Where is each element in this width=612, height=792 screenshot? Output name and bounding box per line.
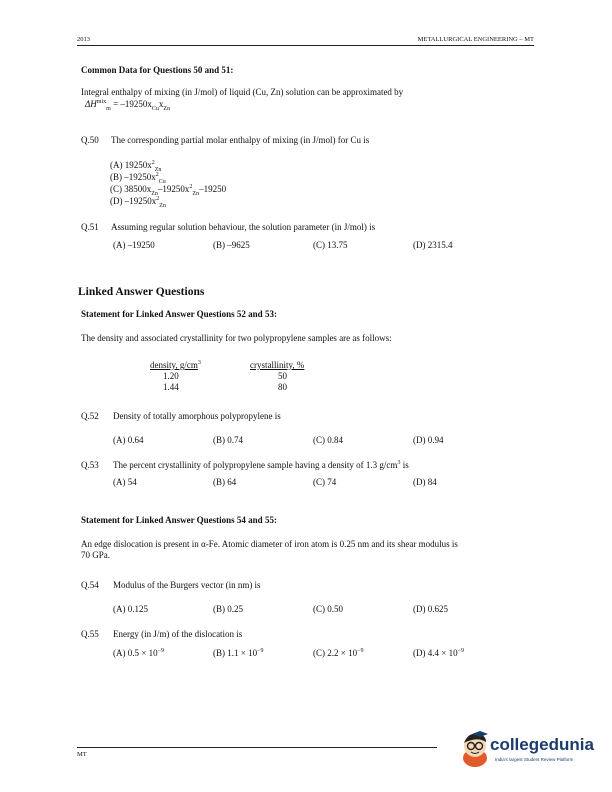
header-rule [77,45,534,46]
question-number: Q.54 [81,580,99,590]
option-b[interactable]: (B) $1.1 \times 10^{-9}$ [213,648,264,658]
option-c[interactable]: (C) $2.2 \times 10^{-9}$ [313,648,364,658]
table-cell: 80 [278,382,287,392]
option-a[interactable]: (A) $0.5 \times 10^{-9}$ [113,648,164,658]
table-cell: 1.44 [163,382,179,392]
table-header-density: density, $g/cm^3$ [150,360,201,370]
common-data-title: Common Data for Questions 50 and 51: [81,65,234,75]
statement-text-line1: An edge dislocation is present in α-Fe. Atomic diameter of iron atom is 0.25 nm and its shear modulus is [81,539,458,549]
option-b[interactable]: (B) $-19250x^2_{Cu}$ [110,172,166,185]
statement-title: Statement for Linked Answer Questions 54 and 55: [81,515,277,525]
option-d[interactable]: (D) 0.94 [413,435,444,445]
option-c[interactable]: (C) 13.75 [313,240,348,250]
option-b[interactable]: (B) 0.25 [213,604,243,614]
question-number: Q.55 [81,629,99,639]
option-a[interactable]: (A) 0.64 [113,435,144,445]
mascot-icon [458,728,492,768]
option-c[interactable]: (C) 0.50 [313,604,343,614]
question-text: Density of totally amorphous polypropylene is [113,411,281,421]
common-data-statement: Integral enthalpy of mixing (in J/mol) of liquid (Cu, Zn) solution can be approximated by [81,87,404,97]
option-b[interactable]: (B) 0.74 [213,435,243,445]
table-header-crystallinity: crystallinity, % [250,360,305,370]
statement-text: The density and associated crystallinity for two polypropylene samples are as follows: [81,333,392,343]
question-text: Assuming regular solution behaviour, the solution parameter (in J/mol) is [111,222,376,232]
option-c[interactable]: (C) $38500x_{Zn}-19250x^2_{Zn}-19250$ [110,184,227,197]
statement-text-line2: 70 GPa. [81,550,110,560]
footer-code: MT [77,751,87,758]
table-cell: 50 [278,371,287,381]
brand-tagline: India's largest Student Review Platform [495,757,574,762]
footer-rule [77,747,437,748]
header-paper-title: METALLURGICAL ENGINEERING – MT [417,36,534,43]
header-year: 2013 [77,36,90,43]
brand-logo: collegedunia [490,735,594,754]
question-number: Q.50 [81,135,99,145]
option-b[interactable]: (B) 64 [213,477,237,487]
option-d[interactable]: (D) $4.4 \times 10^{-9}$ [413,648,464,658]
option-d[interactable]: (D) 2315.4 [413,240,453,250]
option-d[interactable]: (D) 0.625 [413,604,448,614]
option-a[interactable]: (A) $19250x^2_{Zn}$ [110,160,162,173]
question-number: Q.53 [81,460,99,470]
option-c[interactable]: (C) 0.84 [313,435,343,445]
question-text: The percent crystallinity of polypropylene sample having a density of 1.3 $g/cm^3$ is [113,460,409,470]
question-text: Modulus of the Burgers vector (in nm) is [113,580,261,590]
common-data-formula: $\Delta H^{mix}_m = -19250x_{Cu}x_{Zn}$ [85,99,171,112]
question-number: Q.51 [81,222,99,232]
question-text: Energy (in J/m) of the dislocation is [113,629,243,639]
table-cell: 1.20 [163,371,179,381]
question-number: Q.52 [81,411,99,421]
question-text: The corresponding partial molar enthalpy of mixing (in J/mol) for Cu is [111,135,370,145]
option-a[interactable]: (A) –19250 [113,240,155,250]
option-a[interactable]: (A) 54 [113,477,137,487]
option-c[interactable]: (C) 74 [313,477,337,487]
option-d[interactable]: (D) $-19250x^2_{Zn}$ [110,196,166,209]
statement-title: Statement for Linked Answer Questions 52 and 53: [81,309,277,319]
option-a[interactable]: (A) 0.125 [113,604,148,614]
option-d[interactable]: (D) 84 [413,477,437,487]
option-b[interactable]: (B) –9625 [213,240,250,250]
section-heading: Linked Answer Questions [78,286,205,298]
